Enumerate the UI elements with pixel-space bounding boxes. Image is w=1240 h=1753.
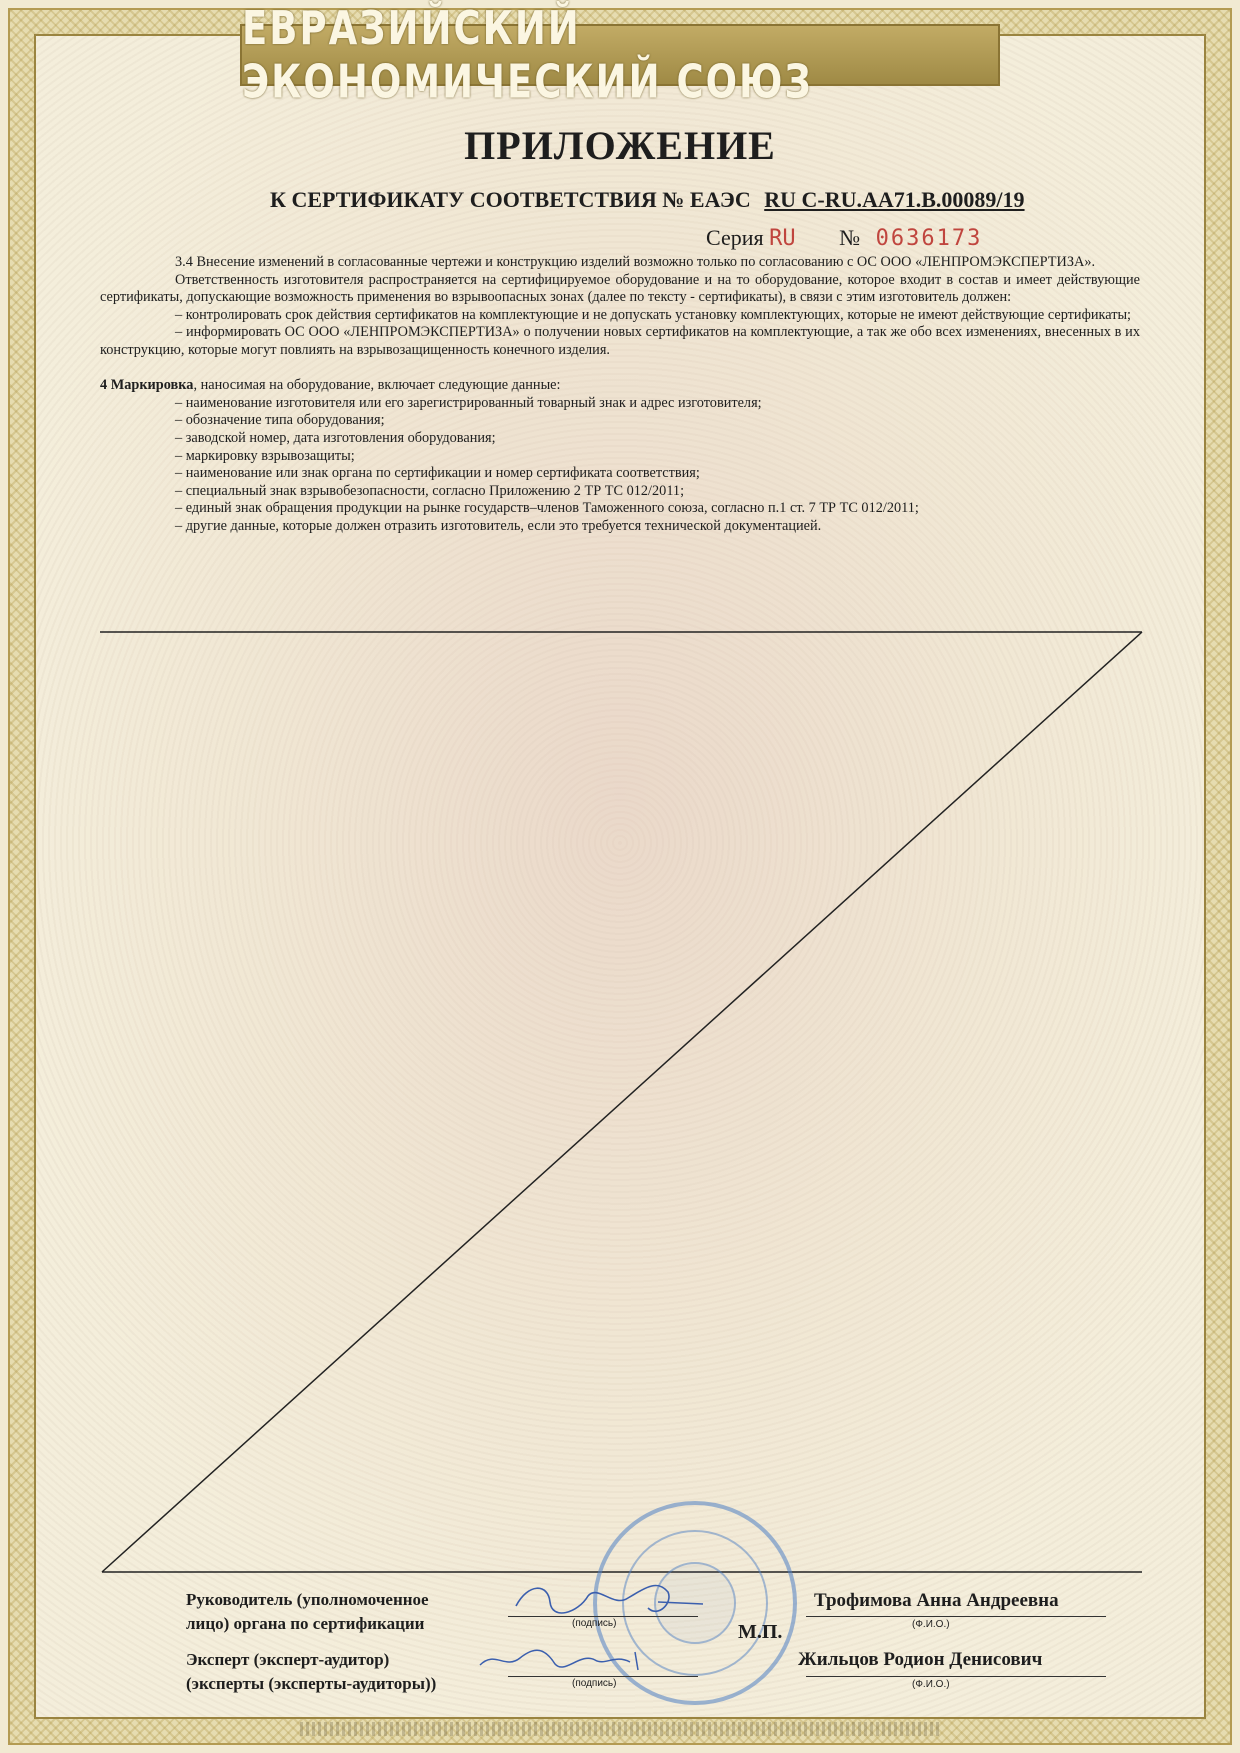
z-line-diagonal [102, 632, 1142, 1572]
certificate-label: К СЕРТИФИКАТУ СООТВЕТСТВИЯ № ЕАЭС [270, 187, 751, 212]
list-item: – наименование изготовителя или его зарегистрированный товарный знак и адрес изготовителя; [175, 394, 762, 411]
head-title-line-2: лицо) органа по сертификации [186, 1614, 425, 1633]
marking-heading-rest: , наносимая на оборудование, включает следующие данные: [193, 377, 561, 394]
series-value: RU [769, 226, 796, 251]
head-signatory-title [186, 1588, 429, 1636]
list-item: – маркировку взрывозащиты; [175, 447, 355, 464]
signature-caption-head: (подпись) [572, 1618, 617, 1629]
expert-signatory-title [186, 1648, 436, 1696]
series-label: Серия [706, 225, 764, 250]
serial-number: 0636173 [875, 226, 983, 251]
marking-heading-bold: 4 Маркировка [100, 377, 194, 394]
head-name-line [806, 1616, 1106, 1617]
list-item: – другие данные, которые должен отразить изготовитель, если это требуется технической документацией. [175, 517, 822, 534]
paragraph-control-terms: – контролировать срок действия сертификатов на комплектующие и не допускать установку комплектующих, которые не имеют действующие сертификаты; [175, 306, 1132, 323]
expert-name-line [806, 1676, 1106, 1677]
fio-caption-head: (Ф.И.О.) [912, 1619, 950, 1630]
certificate-number: RU С-RU.АА71.В.00089/19 [764, 187, 1025, 212]
list-item: – заводской номер, дата изготовления оборудования; [175, 429, 496, 446]
serial-number-label: № [839, 225, 861, 250]
list-item: – специальный знак взрывобезопасности, согласно Приложению 2 ТР ТС 012/2011; [175, 482, 685, 499]
list-item: – обозначение типа оборудования; [175, 412, 385, 429]
list-item: – единый знак обращения продукции на рынке государств–членов Таможенного союза, согласно п.1 ст. 7 ТР ТС 012/2011; [175, 500, 919, 517]
expert-handwritten-signature [470, 1640, 670, 1685]
expert-name: Жильцов Родион Денисович [798, 1649, 1043, 1670]
paragraph-responsibility: Ответственность изготовителя распространяется на сертифицируемое оборудование и на то оборудование, которое входит в состав и имеет действующие сертификаты, допускающие возможность применения во взрывоопасных зонах (далее по тексту - сертификаты), в связи с этим изготовитель должен: [100, 271, 1140, 306]
expert-title-line-1: Эксперт (эксперт-аудитор) [186, 1650, 390, 1669]
signature-caption-expert: (подпись) [572, 1678, 617, 1689]
paragraph-3-4: 3.4 Внесение изменений в согласованные чертежи и конструкцию изделий возможно только по согласованию с ОС ООО «ЛЕНПРОМЭКСПЕРТИЗА». [175, 254, 1096, 270]
expert-title-line-2: (эксперты (эксперты-аудиторы)) [186, 1674, 437, 1693]
paragraph-inform: – информировать ОС ООО «ЛЕНПРОМЭКСПЕРТИЗА» о получении новых сертификатов на комплектующие, а так же обо всех изменениях, внесенных в их конструкцию, которые могут повлиять на взрывозащищенность конечного изделия. [100, 324, 1140, 358]
union-banner-text: ЕВРАЗИЙСКИЙ ЭКОНОМИЧЕСКИЙ СОЮЗ [242, 1, 813, 109]
head-title-line-1: Руководитель (уполномоченное [186, 1590, 429, 1609]
printer-microtext [300, 1722, 940, 1736]
seal-place-label: М.П. [738, 1621, 783, 1643]
list-item: – наименование или знак органа по сертификации и номер сертификата соответствия; [175, 465, 700, 482]
page-title: ПРИЛОЖЕНИЕ [464, 123, 776, 168]
fio-caption-expert: (Ф.И.О.) [912, 1679, 950, 1690]
head-name: Трофимова Анна Андреевна [814, 1590, 1059, 1611]
